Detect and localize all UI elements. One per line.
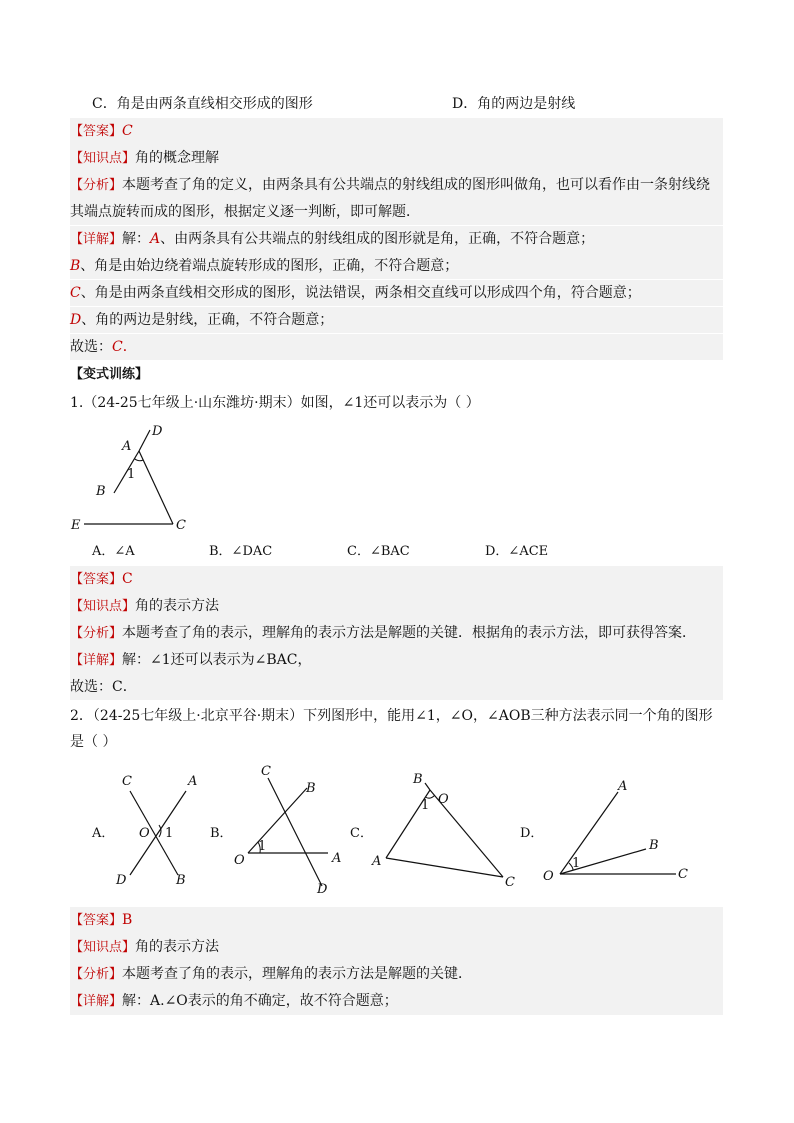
analysis-text: 其端点旋转而成的图形，根据定义逐一判断，即可解题． bbox=[70, 204, 420, 220]
q2-stem-line2: 是（ ） bbox=[70, 734, 117, 750]
analysis-text: 本题考查了角的表示，理解角的表示方法是解题的关键．根据角的表示方法，即可获得答案． bbox=[122, 625, 697, 641]
label-d: D bbox=[116, 873, 127, 888]
label-a: A bbox=[122, 439, 132, 454]
q1-stem: 1.（24-25七年级上·山东潍坊·期末）如图，∠1还可以表示为（ ） bbox=[70, 395, 480, 411]
answer-tag: 【答案】 bbox=[70, 572, 123, 587]
label-b: B bbox=[413, 772, 423, 787]
answer-tag: 【答案】 bbox=[70, 124, 123, 139]
label-c: C bbox=[122, 774, 132, 789]
q2-detail-line bbox=[70, 988, 723, 1015]
knowledge-tag: 【知识点】 bbox=[70, 599, 136, 614]
label-1: 1 bbox=[572, 856, 581, 871]
detail-text: 解：A.∠O表示的角不确定，故不符合题意； bbox=[122, 993, 398, 1009]
q1-figure bbox=[66, 418, 196, 534]
analysis-text: 本题考查了角的表示，理解角的表示方法是解题的关键． bbox=[122, 966, 473, 982]
answer-tag: 【答案】 bbox=[70, 913, 123, 928]
q2-answer-line bbox=[70, 907, 723, 934]
detail-letter: C bbox=[70, 285, 81, 301]
answer-value: C bbox=[122, 123, 133, 139]
q2-knowledge-line bbox=[70, 934, 723, 961]
q2-stem-line1: 2．（24-25七年级上·北京平谷·期末）下列图形中，能用∠1，∠O，∠AOB三种方法表示同一个角的图形 bbox=[70, 708, 713, 724]
label-a: A bbox=[372, 854, 382, 869]
q2-analysis-line bbox=[70, 961, 723, 988]
detail-prefix: 解： bbox=[122, 231, 151, 247]
q0-analysis-line1 bbox=[70, 172, 723, 199]
label-o: O bbox=[139, 826, 150, 841]
q1-answer-line bbox=[70, 566, 723, 593]
label-c: C bbox=[505, 875, 515, 890]
q0-analysis-line2 bbox=[70, 199, 723, 225]
label-b: B bbox=[306, 781, 316, 796]
ray-oa bbox=[560, 792, 618, 874]
q1-detail-line bbox=[70, 647, 723, 674]
label-d: D bbox=[317, 882, 328, 897]
detail-text: 、角是由始边绕着端点旋转形成的图形，正确，不符合题意； bbox=[80, 258, 459, 274]
analysis-tag: 【分析】 bbox=[70, 178, 123, 193]
knowledge-value: 角的表示方法 bbox=[135, 939, 220, 955]
analysis-tag: 【分析】 bbox=[70, 967, 123, 982]
section-title: 【变式训练】 bbox=[70, 367, 149, 382]
label-c: C bbox=[176, 518, 186, 533]
label-c: C bbox=[261, 764, 271, 779]
q2-option-b: B． bbox=[210, 826, 233, 841]
label-b: B bbox=[649, 838, 659, 853]
q1-option-d: D．∠ACE bbox=[485, 544, 549, 559]
q0-option-d: D．角的两边是射线 bbox=[452, 96, 576, 112]
label-d: D bbox=[152, 424, 163, 439]
q2-figure-b bbox=[228, 760, 350, 898]
detail-text: 解：∠1还可以表示为∠BAC， bbox=[122, 652, 312, 668]
q0-detail-line2 bbox=[70, 253, 723, 279]
detail-tag: 【详解】 bbox=[70, 994, 123, 1009]
q1-option-c: C．∠BAC bbox=[347, 544, 410, 559]
q1-knowledge-line bbox=[70, 593, 723, 620]
knowledge-value: 角的概念理解 bbox=[135, 150, 220, 166]
label-1: 1 bbox=[421, 798, 430, 813]
detail-text: 、由两条具有公共端点的射线组成的图形就是角，正确，不符合题意； bbox=[160, 231, 595, 247]
q0-conclusion-line bbox=[70, 334, 723, 360]
label-c: C bbox=[678, 867, 688, 882]
knowledge-tag: 【知识点】 bbox=[70, 151, 136, 166]
q0-detail-line1 bbox=[70, 226, 723, 253]
detail-text: 、角是由两条直线相交形成的图形，说法错误，两条相交直线可以形成四个角，符合题意； bbox=[80, 285, 641, 301]
q2-figure-c bbox=[366, 764, 526, 892]
q2-option-c: C． bbox=[350, 826, 373, 841]
analysis-text: 本题考查了角的定义，由两条具有公共端点的射线组成的图形叫做角，也可以看作由一条射线绕 bbox=[122, 177, 711, 193]
detail-tag: 【详解】 bbox=[70, 653, 123, 668]
detail-letter: B bbox=[70, 258, 81, 274]
answer-value: B bbox=[122, 912, 133, 928]
q2-figure-d bbox=[538, 770, 702, 888]
label-a: A bbox=[188, 774, 198, 789]
label-e: E bbox=[71, 518, 81, 533]
detail-letter: D bbox=[70, 312, 82, 328]
analysis-tag: 【分析】 bbox=[70, 626, 123, 641]
q1-conclusion-line: 故选：C． bbox=[70, 674, 723, 700]
label-o: O bbox=[543, 869, 554, 884]
label-o: O bbox=[234, 853, 245, 868]
label-1: 1 bbox=[127, 467, 136, 482]
answer-value: C bbox=[122, 571, 133, 587]
line-ca bbox=[139, 451, 173, 524]
q0-detail-line3 bbox=[70, 280, 723, 306]
line-ac bbox=[386, 858, 503, 877]
q0-knowledge-line bbox=[70, 145, 723, 172]
q1-analysis-line bbox=[70, 620, 723, 647]
q0-answer-line bbox=[70, 118, 723, 145]
label-o: O bbox=[438, 792, 449, 807]
label-1: 1 bbox=[165, 826, 174, 841]
ray-ob bbox=[425, 783, 430, 790]
label-a: A bbox=[332, 851, 342, 866]
ray-ad bbox=[139, 430, 150, 451]
conclusion-answer: C bbox=[112, 339, 123, 355]
q1-option-b: B．∠DAC bbox=[209, 544, 273, 559]
label-b: B bbox=[96, 484, 106, 499]
detail-letter: A bbox=[150, 231, 161, 247]
q0-option-c: C．角是由两条直线相交形成的图形 bbox=[92, 96, 313, 112]
knowledge-value: 角的表示方法 bbox=[135, 598, 220, 614]
q2-option-a: A． bbox=[92, 826, 115, 841]
q2-option-d: D． bbox=[520, 826, 544, 841]
q1-option-a: A．∠A bbox=[92, 544, 135, 559]
detail-text: 、角的两边是射线，正确，不符合题意； bbox=[81, 312, 334, 328]
conclusion-prefix: 故选： bbox=[70, 339, 112, 355]
label-b: B bbox=[176, 873, 186, 888]
q0-detail-line4 bbox=[70, 307, 723, 333]
angle-arc bbox=[134, 459, 143, 461]
label-a: A bbox=[618, 779, 628, 794]
conclusion-suffix: ． bbox=[122, 339, 137, 355]
detail-tag: 【详解】 bbox=[70, 232, 123, 247]
label-1: 1 bbox=[258, 839, 267, 854]
knowledge-tag: 【知识点】 bbox=[70, 940, 136, 955]
q2-figure-a bbox=[108, 768, 208, 892]
